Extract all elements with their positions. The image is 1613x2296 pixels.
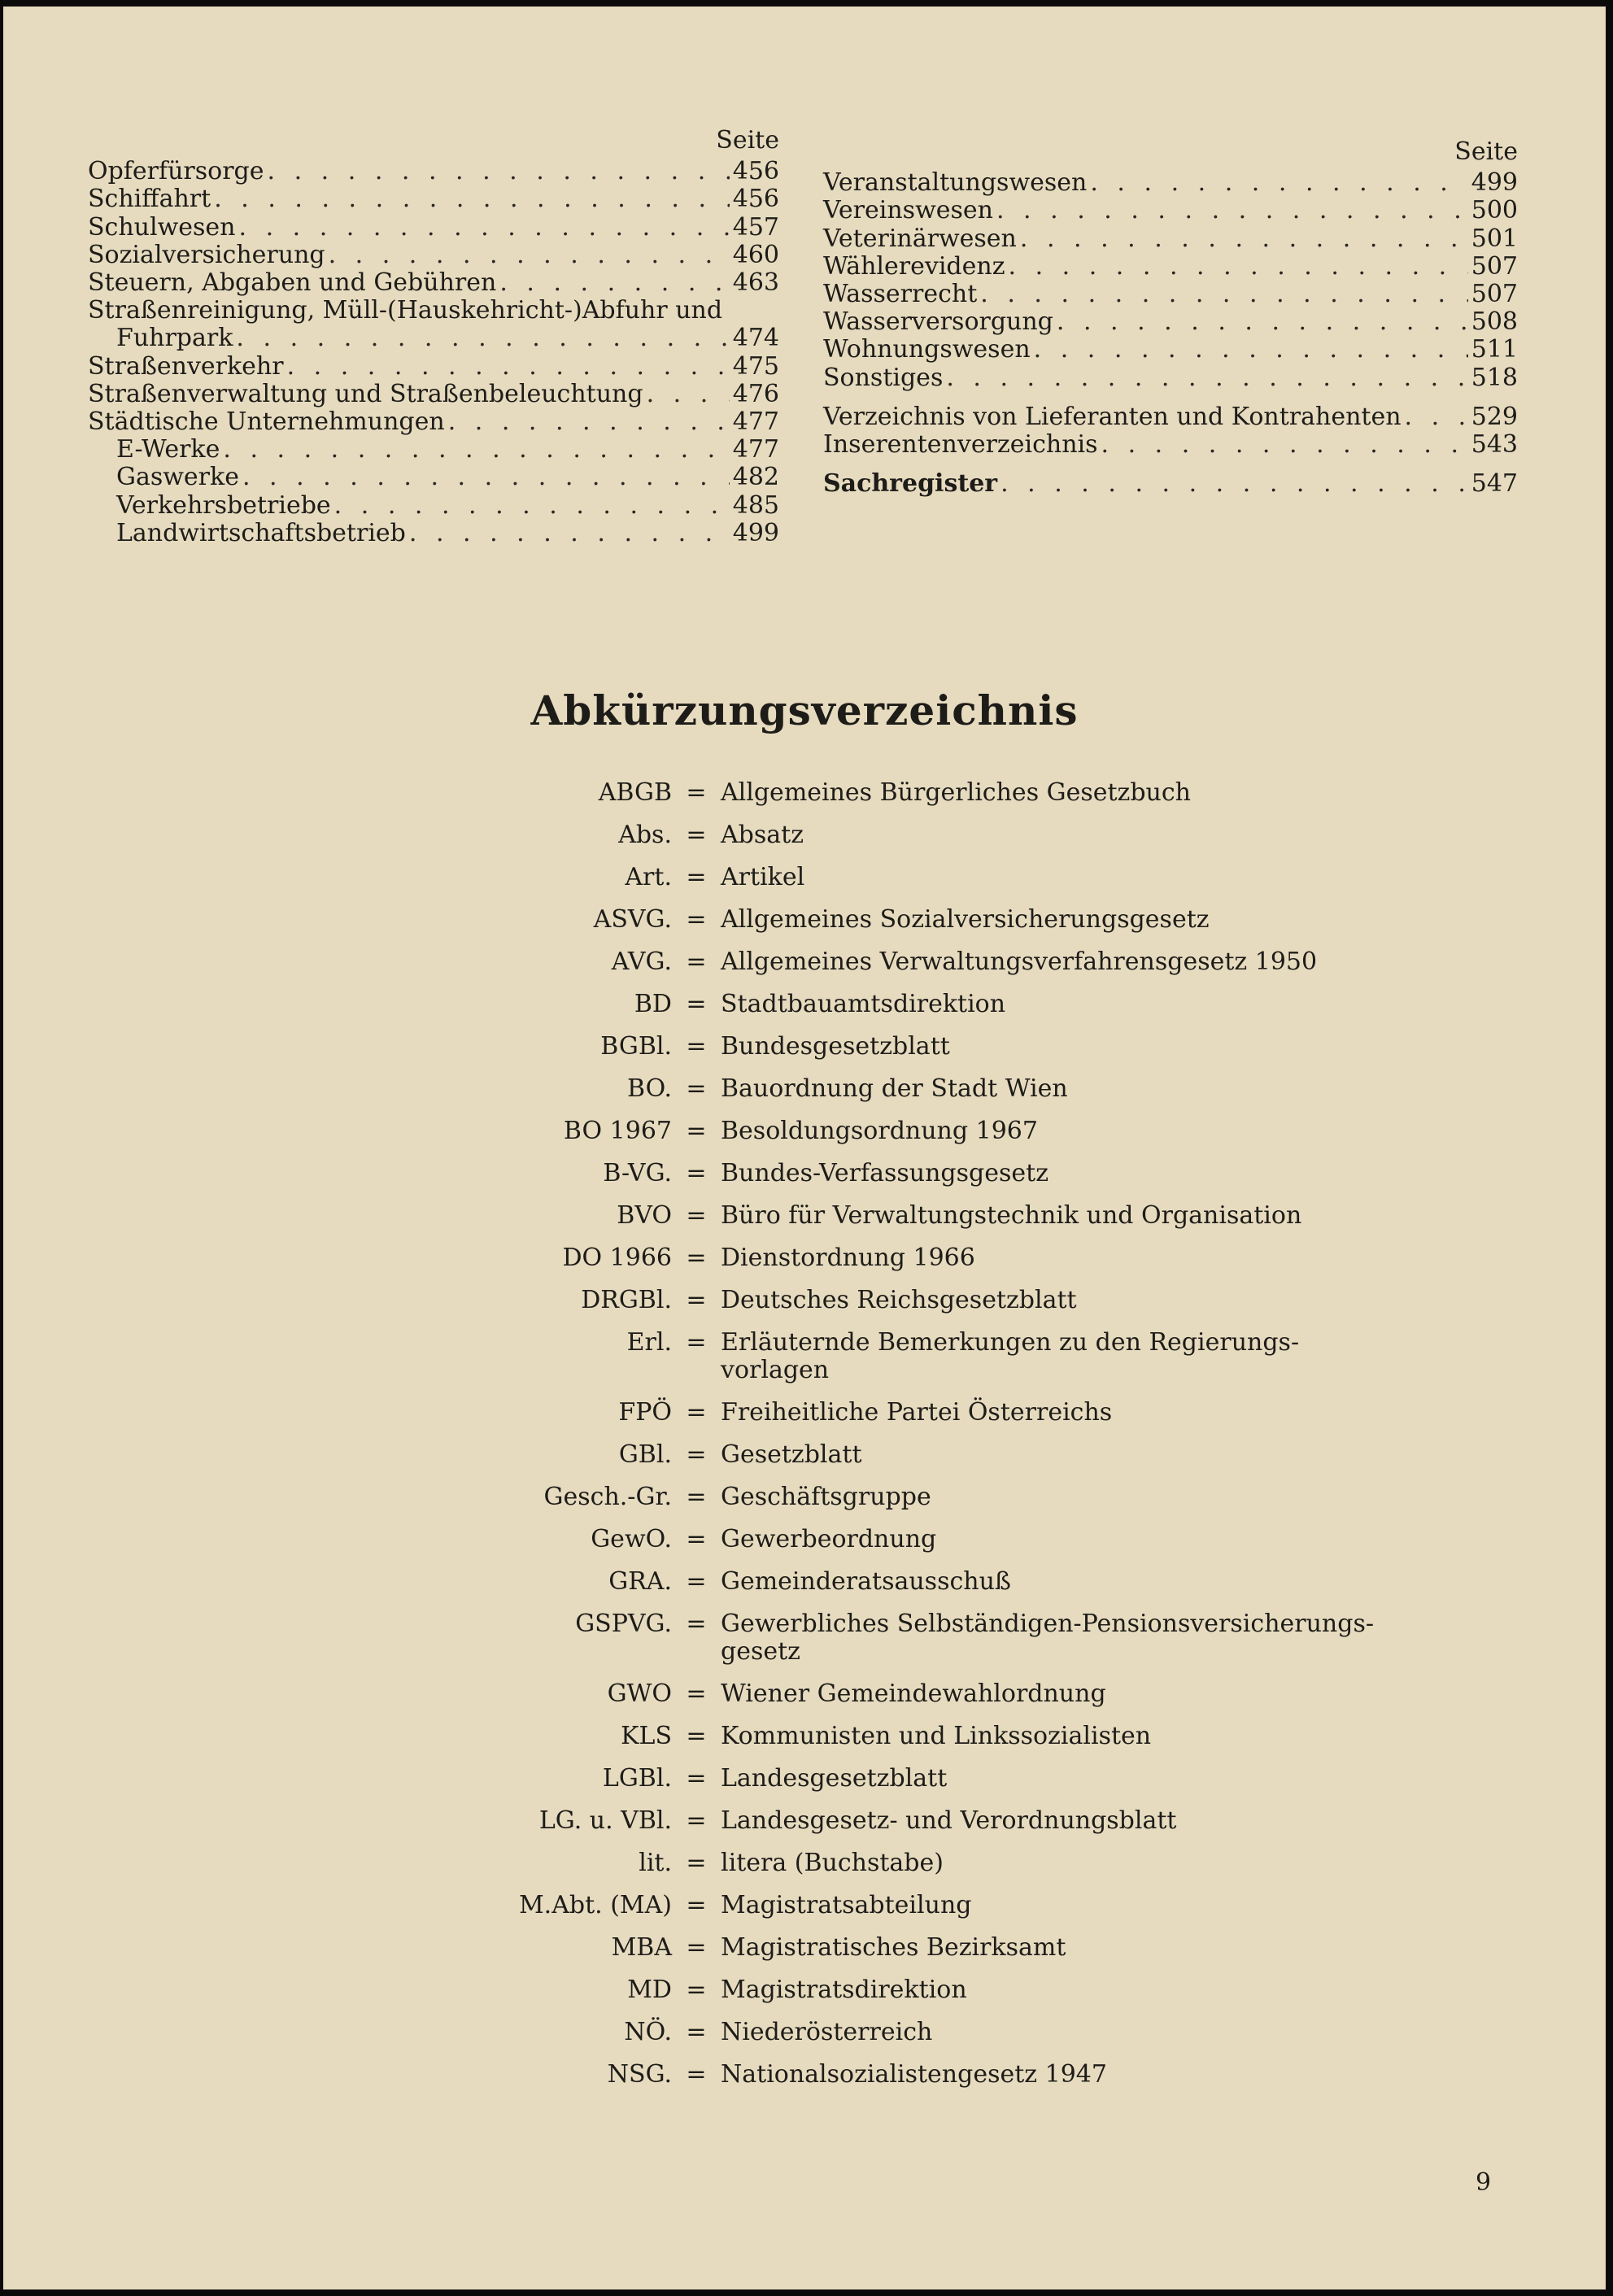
abbreviation-item: Abs. = Absatz: [618, 821, 804, 849]
abbreviation-text: Gewerbliches Selbständigen-Pensionsversicherungs-: [721, 1610, 1374, 1638]
abbreviation-item: GSPVG. = Gewerbliches Selbständigen-Pensionsversicherungs- gesetz: [575, 1610, 1374, 1666]
toc-entry: Veranstaltungswesen . . . 499: [823, 169, 1518, 197]
abbreviation-item: M.Abt. (MA) = Magistratsabteilung: [518, 1891, 972, 1919]
abbreviation-item: Art. = Artikel: [625, 863, 805, 891]
toc-entry: Straßenverwaltung und Straßenbeleuchtung . . . 476: [88, 381, 779, 408]
toc-entry: Straßenverkehr . . . 475: [88, 353, 779, 381]
abbreviation-item: DO 1966 = Dienstordnung 1966: [562, 1244, 975, 1272]
toc-entry: Sonstiges . . . 518: [823, 364, 1518, 392]
abbreviation-item: MD = Magistratsdirektion: [627, 1976, 967, 2004]
abbreviation-item: KLS = Kommunisten und Linkssozialisten: [621, 1722, 1152, 1750]
abbreviation-item: B-VG. = Bundes-Verfassungsgesetz: [603, 1159, 1048, 1187]
abbreviation-item: lit. = litera (Buchstabe): [639, 1849, 944, 1877]
section-title: Abkürzungsverzeichnis: [530, 686, 1079, 734]
abbreviation-item: BO 1967 = Besoldungsordnung 1967: [563, 1117, 1038, 1145]
abbreviation-item: BVO = Büro für Verwaltungstechnik und Organisation: [617, 1201, 1302, 1230]
toc-entry: Opferfürsorge . . . 456: [88, 158, 779, 185]
abbreviation-item: NSG. = Nationalsozialistengesetz 1947: [607, 2060, 1107, 2089]
abbreviation-list: [442, 779, 1402, 2103]
abbreviation-item: ABGB = Allgemeines Bürgerliches Gesetzbuch: [598, 778, 1191, 807]
toc-subentry: Landwirtschaftsbetrieb . . . 499: [88, 520, 779, 547]
toc-entry: Veterinärwesen . . . 501: [823, 225, 1518, 253]
abbreviation-item: FPÖ = Freiheitliche Partei Österreichs: [618, 1398, 1113, 1427]
abbreviation-item: BO. = Bauordnung der Stadt Wien: [627, 1074, 1068, 1103]
abbreviation-item: ASVG. = Allgemeines Sozialversicherungsgesetz: [593, 905, 1210, 934]
toc-entry: Städtische Unternehmungen . . . 477: [88, 408, 779, 436]
toc-entry-first-line: Straßenreinigung, Müll-(Hauskehricht-)Abfuhr und: [88, 296, 723, 325]
toc-right-column: [823, 127, 1518, 498]
toc-entry: Fuhrpark . . . 474: [88, 325, 779, 352]
toc-left-column: [88, 127, 779, 547]
abbreviation-item: LGBl. = Landesgesetzblatt: [602, 1764, 948, 1793]
toc-entry: Schiffahrt . . . 456: [88, 185, 779, 213]
abbreviation-item: GWO = Wiener Gemeindewahlordnung: [607, 1680, 1106, 1708]
toc-subentry: Verkehrsbetriebe . . . 485: [88, 492, 779, 520]
abbreviation-text-continued: gesetz: [721, 1637, 800, 1666]
page-number: 9: [1476, 2168, 1492, 2197]
abbreviation-item: BD = Stadtbauamtsdirektion: [634, 990, 1006, 1018]
toc-entry: Schulwesen . . . 457: [88, 214, 779, 242]
abbreviation-item: MBA = Magistratisches Bezirksamt: [611, 1933, 1066, 1962]
toc-page-header: Seite: [716, 126, 779, 155]
toc-entry: Wasserrecht . . . 507: [823, 281, 1518, 308]
toc-subentry: Gaswerke . . . 482: [88, 464, 779, 491]
abbreviation-item: GBl. = Gesetzblatt: [618, 1440, 862, 1469]
abbreviation-item: GewO. = Gewerbeordnung: [591, 1525, 937, 1553]
abbreviation-item: BGBl. = Bundesgesetzblatt: [600, 1032, 950, 1061]
abbreviation-item: LG. u. VBl. = Landesgesetz- und Verordnungsblatt: [538, 1806, 1177, 1835]
page: [3, 7, 1606, 2289]
abbreviation-text-continued: vorlagen: [721, 1356, 830, 1384]
toc-entry: Vereinswesen . . . 500: [823, 197, 1518, 224]
abbreviation-item: Gesch.-Gr. = Geschäftsgruppe: [543, 1483, 931, 1511]
toc-entry: Wasserversorgung . . . 508: [823, 308, 1518, 336]
toc-entry: Steuern, Abgaben und Gebühren . . . 463: [88, 269, 779, 297]
toc-entry: Wohnungswesen . . . 511: [823, 336, 1518, 364]
abbreviation-item: DRGBl. = Deutsches Reichsgesetzblatt: [581, 1286, 1077, 1314]
abbreviation-item: AVG. = Allgemeines Verwaltungsverfahrensgesetz 1950: [611, 948, 1318, 976]
abbreviation-text: Erläuternde Bemerkungen zu den Regierungs-: [721, 1328, 1300, 1357]
toc-entry: Verzeichnis von Lieferanten und Kontrahenten . . . 529: [823, 403, 1518, 431]
toc-entry: Inserentenverzeichnis . . . 543: [823, 431, 1518, 459]
abbreviation-item: NÖ. = Niederösterreich: [624, 2018, 933, 2046]
toc-entry: Sozialversicherung . . . 460: [88, 242, 779, 269]
abbreviation-item: Erl. = Erläuternde Bemerkungen zu den Regierungs- vorlagen: [626, 1328, 1300, 1384]
toc-page-header: Seite: [1454, 137, 1518, 166]
toc-subentry: E-Werke . . . 477: [88, 436, 779, 464]
toc-entry-sachregister: Sachregister . . . 547: [823, 470, 1518, 498]
toc-entry: Wählerevidenz . . . 507: [823, 253, 1518, 281]
abbreviation-item: GRA. = Gemeinderatsausschuß: [608, 1567, 1011, 1596]
